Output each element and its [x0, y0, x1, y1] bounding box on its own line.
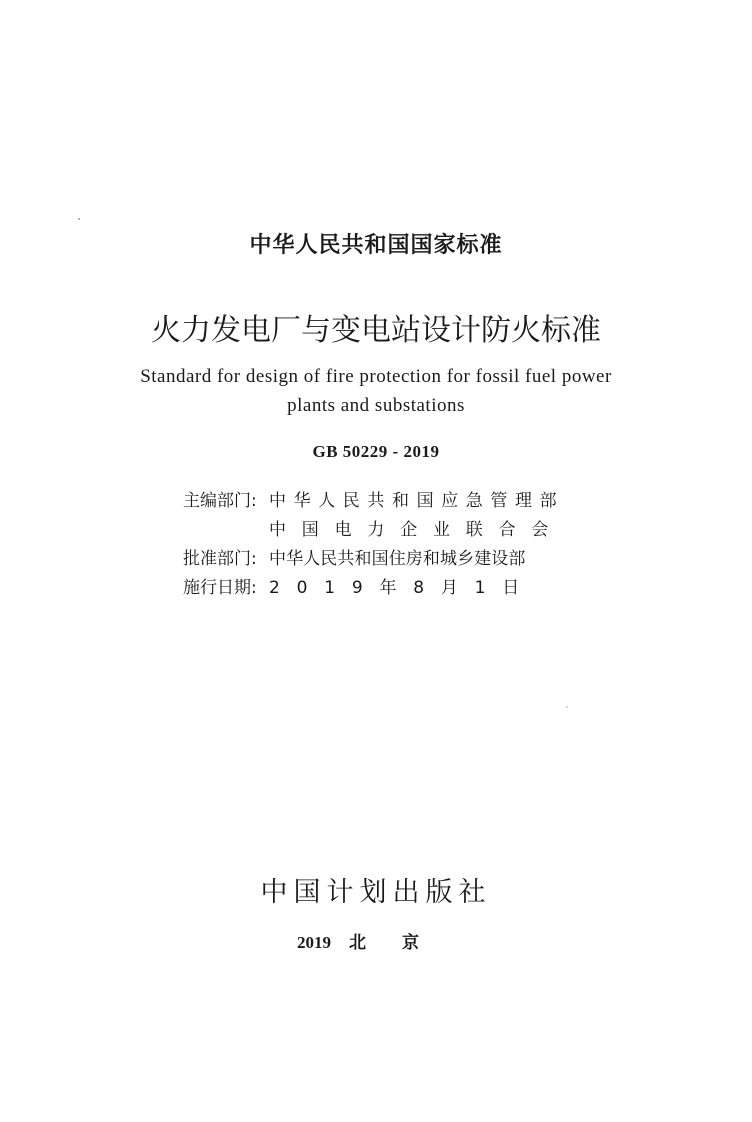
effective-date-row [183, 573, 536, 598]
scan-speck [78, 218, 80, 220]
publication-line [0, 928, 752, 953]
editor-row [183, 486, 564, 511]
approver-org: 中华人民共和国住房和城乡建设部 [269, 549, 526, 569]
editor-org-2: 中国电力企业联合会 [269, 520, 565, 540]
editor-org-1: 中华人民共和国应急管理部 [269, 491, 565, 511]
editor-label: 主编部门: [183, 491, 257, 511]
scan-speck [566, 706, 568, 708]
english-title-line-2: plants and substations [287, 395, 465, 416]
standard-code: GB 50229 - 2019 [312, 442, 440, 461]
publication-year: 2019 [297, 933, 331, 952]
effective-date: 2019年8月1日 [269, 578, 537, 598]
publisher: 中国计划出版社 [260, 877, 492, 908]
series-title: 中华人民共和国国家标准 [249, 233, 503, 258]
editor-row-2 [183, 515, 564, 540]
main-title: 火力发电厂与变电站设计防火标准 [151, 313, 601, 348]
publication-city: 北京 [349, 933, 455, 952]
english-title-line-1: Standard for design of fire protection for fossil fuel power [140, 366, 612, 387]
approver-label: 批准部门: [183, 549, 257, 569]
date-label: 施行日期: [183, 578, 257, 598]
approver-row [183, 544, 526, 569]
